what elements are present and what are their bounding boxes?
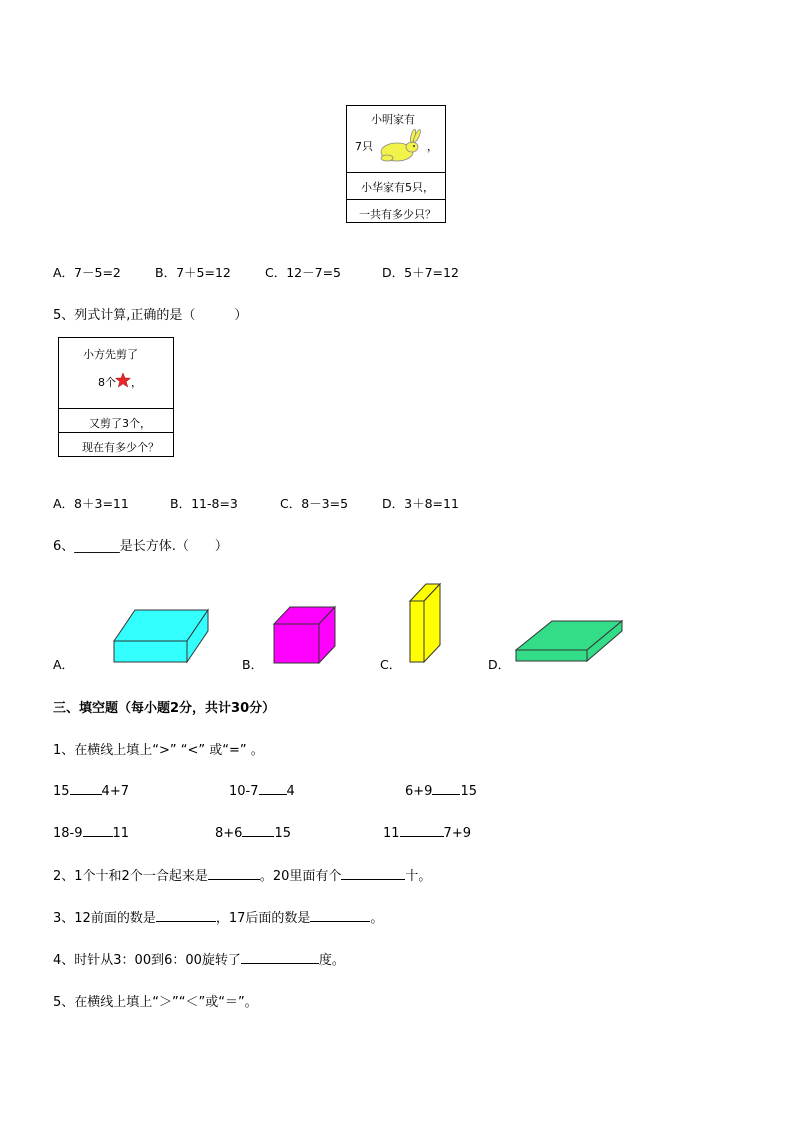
s3-q3 bbox=[53, 907, 383, 926]
shape-a-cuboid bbox=[113, 609, 210, 663]
q4-box-line4: 一共有多少只？ bbox=[359, 208, 436, 221]
s3-q2-text2: 。20里面有个 bbox=[259, 869, 342, 884]
s3-q5-stem: 5、在横线上填上“＞”“＜”或“＝”。 bbox=[53, 995, 258, 1010]
q5-box-count: 8个 bbox=[98, 376, 116, 389]
s3-q1-row1-item3 bbox=[405, 782, 477, 799]
q4-problem-box bbox=[346, 105, 446, 223]
s3-q4-text2: 度。 bbox=[318, 953, 345, 968]
q5-box-row3 bbox=[59, 408, 173, 435]
compare-right: 4 bbox=[286, 784, 295, 799]
compare-right: 4+7 bbox=[101, 784, 129, 799]
s3-q3-text3: 。 bbox=[370, 911, 384, 926]
s3-q4-text1: 4、时针从3：00到6：00旋转了 bbox=[53, 953, 241, 968]
s3-q1-row1-item2 bbox=[229, 782, 295, 799]
q5-option-b: B．11-8=3 bbox=[170, 496, 238, 511]
q5-box-row4 bbox=[59, 432, 173, 458]
compare-left: 6+9 bbox=[405, 784, 433, 799]
compare-left: 10-7 bbox=[229, 784, 259, 799]
s3-q1-row2-item3 bbox=[383, 824, 471, 841]
q4-box-line1: 小明家有 bbox=[371, 113, 415, 126]
q5-box-line1: 小方先剪了 bbox=[83, 348, 138, 361]
star-icon bbox=[115, 372, 131, 388]
shape-b-cube bbox=[273, 606, 337, 664]
answer-blank[interactable] bbox=[241, 951, 319, 964]
compare-left: 15 bbox=[53, 784, 70, 799]
q6-option-d-label: D． bbox=[488, 657, 511, 672]
q4-box-line3: 小华家有5只， bbox=[361, 181, 434, 194]
q4-option-a: A．7－5=2 bbox=[53, 265, 121, 280]
q6-option-b-label: B． bbox=[242, 657, 264, 672]
s3-q3-text2: ，17后面的数是 bbox=[215, 911, 311, 926]
q5-option-a: A．8＋3=11 bbox=[53, 496, 129, 511]
compare-right: 7+9 bbox=[443, 826, 471, 841]
q4-option-b: B．7＋5=12 bbox=[155, 265, 231, 280]
q5-stem: 5、列式计算,正确的是（ ） bbox=[53, 308, 248, 323]
q5-option-c: C．8－3=5 bbox=[280, 496, 349, 511]
s3-q2-text1: 2、1个十和2个一合起来是 bbox=[53, 869, 208, 884]
q4-box-row3 bbox=[347, 172, 445, 200]
s3-q1-row1-item1 bbox=[53, 782, 129, 799]
answer-blank[interactable] bbox=[156, 909, 216, 922]
shape-c-tall-prism bbox=[409, 583, 442, 663]
answer-blank[interactable] bbox=[259, 782, 287, 795]
s3-q3-text1: 3、12前面的数是 bbox=[53, 911, 156, 926]
answer-blank[interactable] bbox=[208, 867, 260, 880]
s3-q1-row2-item1 bbox=[53, 824, 129, 841]
q4-box-count: 7只 bbox=[355, 140, 373, 153]
s3-q1-stem: 1、在横线上填上“>” “<” 或“=” 。 bbox=[53, 743, 264, 758]
q5-box-line3: 又剪了3个， bbox=[89, 417, 151, 430]
q5-box-comma: ， bbox=[131, 376, 142, 389]
compare-right: 15 bbox=[274, 826, 291, 841]
answer-blank[interactable] bbox=[242, 824, 274, 837]
answer-blank[interactable] bbox=[400, 824, 444, 837]
q5-option-d: D．3＋8=11 bbox=[382, 496, 459, 511]
section3-heading: 三、填空题（每小题2分，共计30分） bbox=[53, 701, 276, 716]
s3-q4 bbox=[53, 949, 345, 968]
compare-left: 8+6 bbox=[215, 826, 243, 841]
q4-option-c: C．12－7=5 bbox=[265, 265, 342, 280]
compare-right: 15 bbox=[460, 784, 477, 799]
answer-blank[interactable] bbox=[310, 909, 370, 922]
q4-box-row4 bbox=[347, 199, 445, 224]
q6-option-a-label: A． bbox=[53, 657, 75, 672]
q5-box-line4: 现在有多少个？ bbox=[82, 441, 159, 454]
compare-left: 18-9 bbox=[53, 826, 83, 841]
compare-left: 11 bbox=[383, 826, 400, 841]
q6-stem: 6、_______是长方体.（ ） bbox=[53, 539, 228, 554]
compare-right: 11 bbox=[112, 826, 130, 841]
s3-q2 bbox=[53, 865, 431, 884]
q5-problem-box bbox=[58, 337, 174, 457]
answer-blank[interactable] bbox=[83, 824, 113, 837]
shape-d-flat-slab bbox=[515, 620, 624, 663]
s3-q2-text3: 十。 bbox=[405, 869, 432, 884]
answer-blank[interactable] bbox=[70, 782, 102, 795]
answer-blank[interactable] bbox=[341, 867, 405, 880]
answer-blank[interactable] bbox=[432, 782, 460, 795]
q4-box-comma: ， bbox=[427, 140, 438, 153]
s3-q1-row2-item2 bbox=[215, 824, 291, 841]
rabbit-icon bbox=[375, 130, 423, 164]
q6-option-c-label: C． bbox=[380, 657, 402, 672]
q4-option-d: D．5＋7=12 bbox=[382, 265, 459, 280]
